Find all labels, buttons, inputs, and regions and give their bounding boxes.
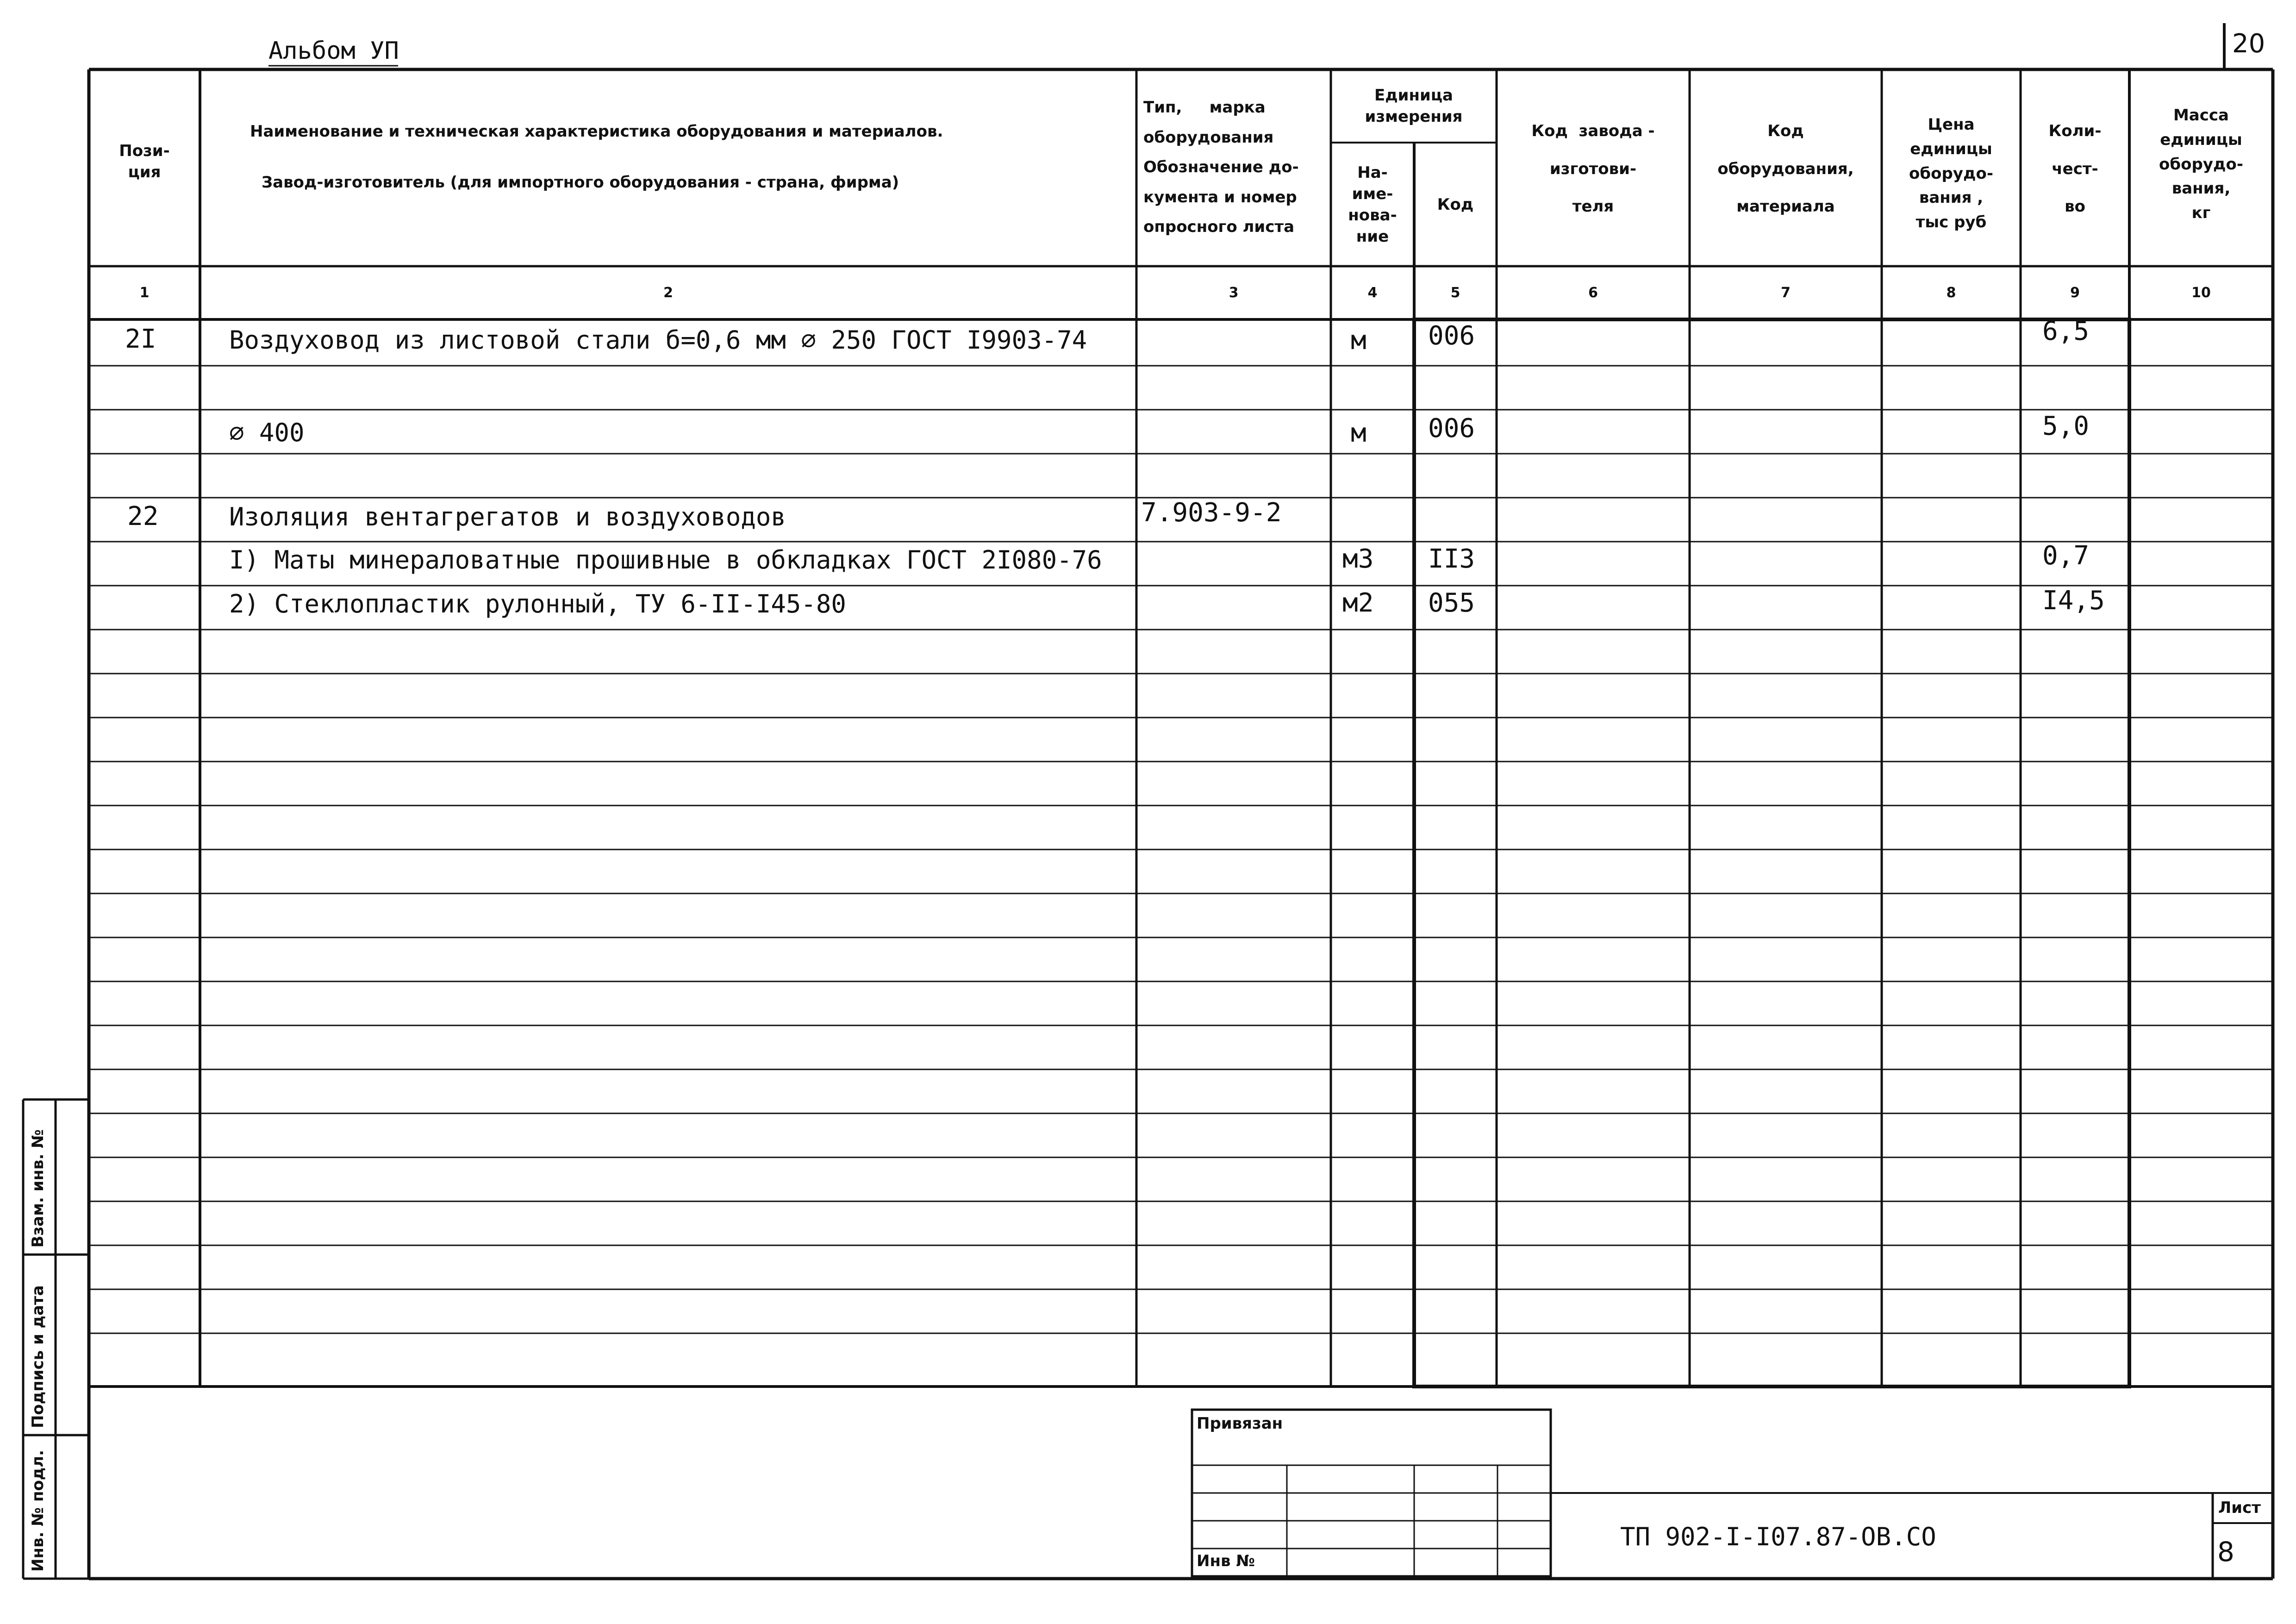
row-unit: м — [1351, 418, 1366, 448]
colnum-8: 8 — [1946, 285, 1956, 301]
row-name: Воздуховод из листовой стали б=0,6 мм ∅ 250 ГОСТ I9903-74 — [229, 325, 1087, 355]
colnum-1: 1 — [139, 285, 150, 301]
row-quantity: 5,0 — [2042, 411, 2090, 441]
row-unit: м2 — [1342, 588, 1374, 618]
side-label-podpis: Подпись и дата — [29, 1285, 47, 1428]
row-code: 055 — [1428, 588, 1475, 618]
header-unit-group: Единица измерения — [1365, 86, 1463, 126]
row-unit: м3 — [1342, 544, 1374, 574]
header-type: Тип, марка оборудования Обозначение до- кумента и номер опросного листа — [1143, 98, 1299, 237]
row-quantity: 0,7 — [2042, 541, 2090, 571]
document-code: ТП 902-I-I07.87-ОВ.СО — [1620, 1522, 1936, 1551]
row-code: 006 — [1428, 321, 1475, 351]
row-position: 2I — [125, 324, 156, 354]
colnum-3: 3 — [1229, 285, 1239, 301]
row-code: 006 — [1428, 413, 1475, 443]
header-name-line2: Завод-изготовитель (для импортного оборудования - страна, фирма) — [262, 173, 899, 192]
row-name: I) Маты минераловатные прошивные в обкладках ГОСТ 2I080-76 — [229, 545, 1102, 575]
album-title: Альбом УП — [268, 37, 399, 65]
header-position: Пози- ция — [119, 142, 170, 181]
row-code: II3 — [1428, 544, 1475, 574]
row-name: 2) Стеклопластик рулонный, ТУ 6-II-I45-80 — [229, 589, 846, 618]
page-number: 20 — [2232, 29, 2265, 59]
sheet-label: Лист — [2218, 1499, 2261, 1517]
sheet-number: 8 — [2217, 1536, 2234, 1568]
colnum-2: 2 — [663, 285, 673, 301]
header-equipment-code: Код оборудования, материала — [1717, 122, 1854, 216]
row-unit: м — [1351, 325, 1366, 356]
title-block-privyazan: Привязан — [1197, 1414, 1283, 1433]
row-position: 22 — [127, 501, 159, 531]
header-name-line1: Наименование и техническая характеристика оборудования и материалов. — [250, 122, 943, 141]
row-name: ∅ 400 — [229, 418, 305, 447]
row-quantity: I4,5 — [2042, 586, 2105, 616]
colnum-7: 7 — [1781, 285, 1791, 301]
colnum-9: 9 — [2070, 285, 2080, 301]
colnum-4: 4 — [1367, 285, 1378, 301]
header-unit-name: На- име- нова- ние — [1348, 163, 1397, 246]
row-quantity: 6,5 — [2042, 316, 2090, 346]
title-block-inv-no: Инв № — [1197, 1552, 1255, 1570]
colnum-10: 10 — [2191, 285, 2211, 301]
side-label-vzam: Взам. инв. № — [29, 1129, 47, 1248]
header-unit-code: Код — [1437, 195, 1474, 214]
row-name: Изоляция вентагрегатов и воздуховодов — [229, 502, 786, 531]
header-price: Цена единицы оборудо- вания , тыс руб — [1909, 115, 1993, 232]
colnum-6: 6 — [1588, 285, 1598, 301]
header-mass: Масса единицы оборудо- вания, кг — [2159, 106, 2243, 223]
colnum-5: 5 — [1450, 285, 1460, 301]
header-quantity: Коли- чест- во — [2048, 122, 2102, 216]
side-label-inv: Инв. № подл. — [29, 1449, 47, 1572]
header-manufacturer-code: Код завода - изготови- теля — [1531, 122, 1655, 216]
row-type: 7.903-9-2 — [1141, 498, 1282, 528]
